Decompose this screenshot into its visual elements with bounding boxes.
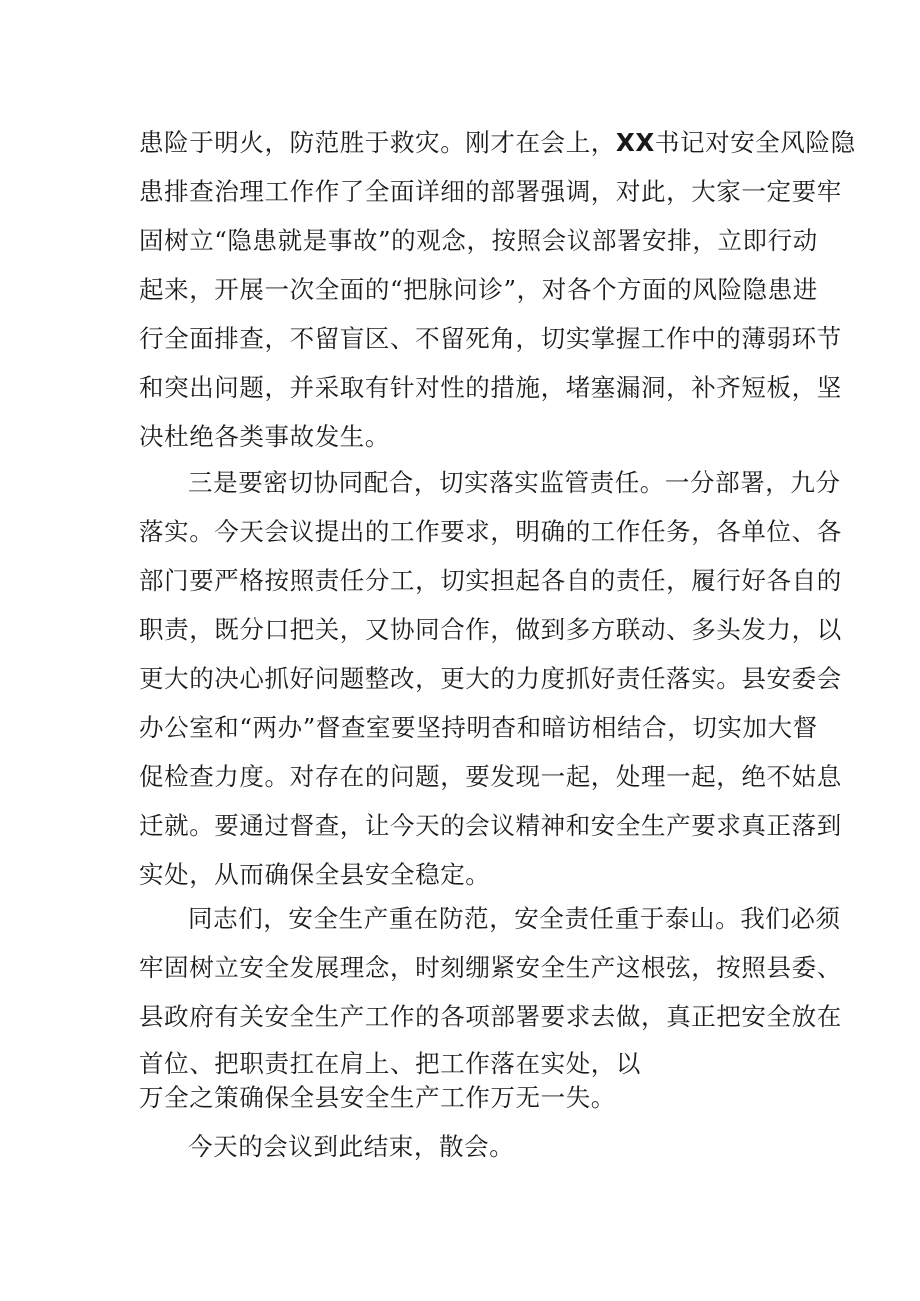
text-line: 首位、把职责扛在肩上、把工作落在实处，以: [139, 1049, 641, 1078]
text-line: 落实。今天会议提出的工作要求，明确的工作任务，各单位、各: [139, 517, 842, 546]
text-line: 万全之策确保全县安全生产工作万无一失。: [139, 1083, 616, 1112]
text-line: 行全面排查，不留盲区、不留死角，切实掌握工作中的薄弱环节: [139, 324, 842, 353]
text-segment: 书记对安全风险隐: [654, 128, 856, 157]
text-line: 三是要密切协同配合，切实落实监管责任。一分部署，九分: [188, 468, 841, 497]
text-line: 固树立“隐患就是事故”的观念，按照会议部署安排，立即行动: [139, 226, 818, 255]
text-segment: 患险于明火，防范胜于救灾。刚才在会上，: [139, 128, 616, 157]
text-line: 同志们，安全生产重在防范，安全责任重于泰山。我们必须: [188, 904, 841, 933]
text-line: 今天的会议到此结束，散会。: [188, 1132, 515, 1161]
text-line: 决杜绝各类事故发生。: [139, 422, 390, 451]
secretary-name-placeholder: XX: [615, 128, 655, 157]
text-line: 部门要严格按照责任分工，切实担起各自的责任，履行好各自的: [139, 566, 842, 595]
text-line: [139, 123, 856, 163]
text-line: 实处，从而确保全县安全稳定。: [139, 860, 491, 889]
text-line: 促检查力度。对存在的问题，要发现一起，处理一起，绝不姑息: [139, 762, 842, 791]
text-line: 起来，开展一次全面的“把脉问诊”，对各个方面的风险隐患进: [139, 275, 818, 304]
text-line: 县政府有关安全生产工作的各项部署要求去做，真正把安全放在: [139, 1002, 842, 1031]
text-line: 牢固树立安全发展理念，时刻绷紧安全生产这根弦，按照县委、: [139, 953, 842, 982]
text-line: 迁就。要通过督查，让今天的会议精神和安全生产要求真正落到: [139, 811, 842, 840]
text-line: 职责，既分口把关，又协同合作，做到多方联动、多头发力，以: [139, 615, 842, 644]
text-line: 患排查治理工作作了全面详细的部署强调，对此，大家一定要牢: [139, 177, 842, 206]
text-line: 和突出问题，并采取有针对性的措施，堵塞漏洞，补齐短板，坚: [139, 373, 842, 402]
text-line: 更大的决心抓好问题整改，更大的力度抓好责任落实。县安委会: [139, 664, 842, 693]
text-line: 办公室和“两办”督查室要坚持明杳和暗访相结合，切实加大督: [139, 713, 818, 742]
